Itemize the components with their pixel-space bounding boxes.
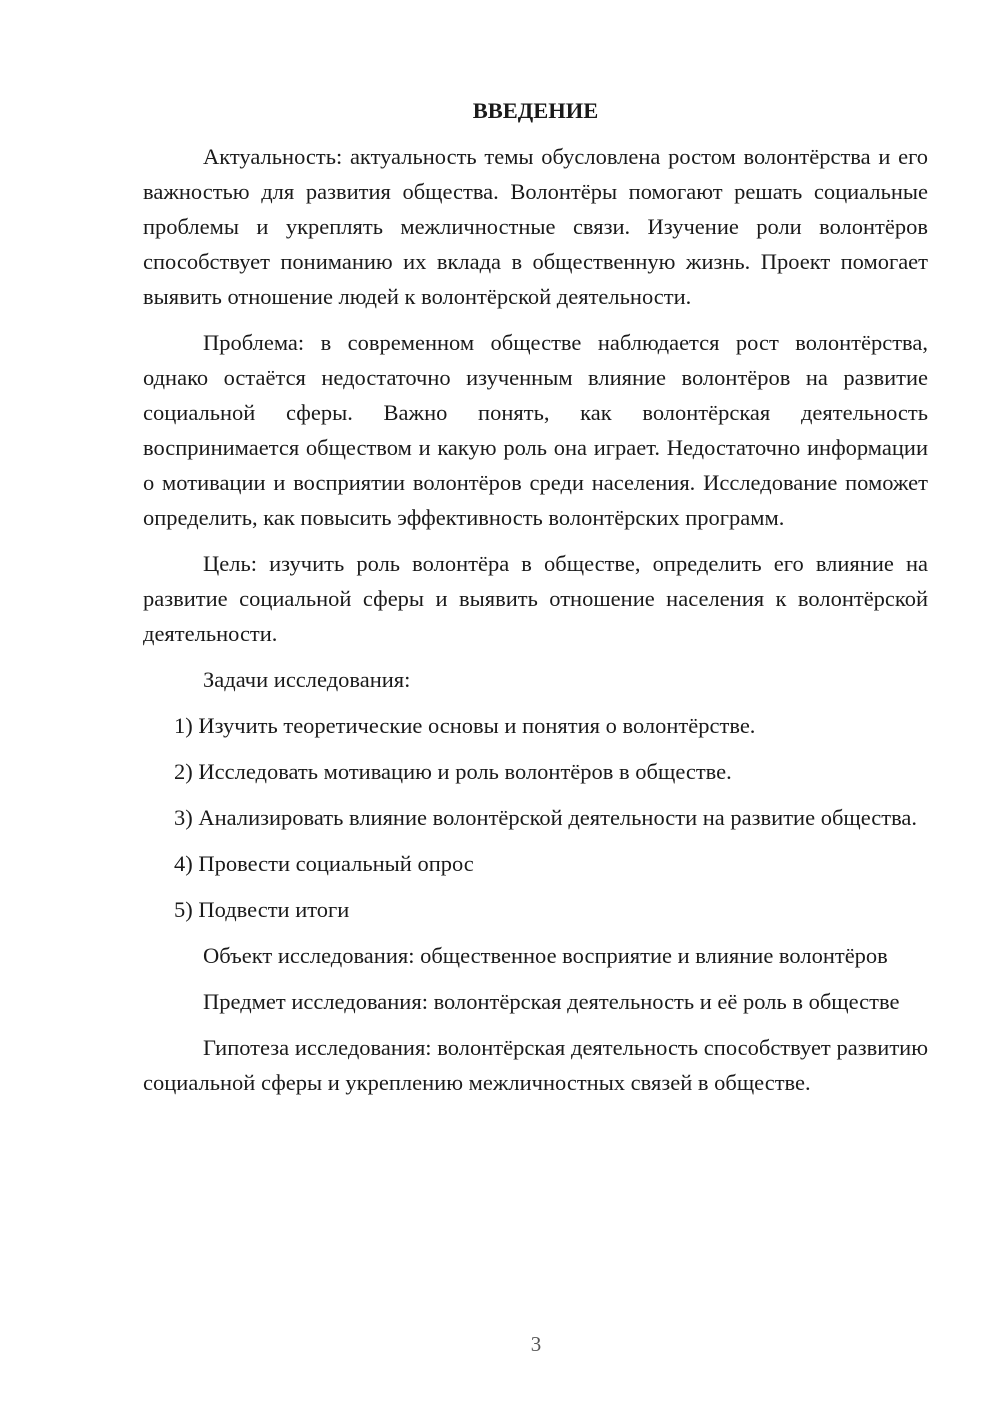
- problem-paragraph: Проблема: в современном обществе наблюдается рост волонтёрства, однако остаётся недостаточно изученным влияние волонтёров на развитие социальной сферы. Важно понять, как волонтёрская деятельность воспринимается обществом и какую роль она играет. Недостаточно информации о мотивации и восприятии волонтёров среди населения. Исследование поможет определить, как повысить эффективность волонтёрских программ.: [143, 330, 928, 530]
- tasks-title: Задачи исследования:: [203, 667, 411, 692]
- goal-paragraph: Цель: изучить роль волонтёра в обществе, определить его влияние на развитие социальной сферы и выявить отношение населения к волонтёрской деятельности.: [143, 551, 928, 646]
- relevance-paragraph: Актуальность: актуальность темы обусловлена ростом волонтёрства и его важностью для развития общества. Волонтёры помогают решать социальные проблемы и укреплять межличностные связи. Изучение роли волонтёров способствует пониманию их вклада в общественную жизнь. Проект помогает выявить отношение людей к волонтёрской деятельности.: [143, 144, 928, 309]
- object-paragraph: Объект исследования: общественное восприятие и влияние волонтёров: [203, 943, 888, 968]
- task-item: 5) Подвести итоги: [174, 897, 350, 922]
- page-number: 3: [530, 1332, 542, 1356]
- task-item: 1) Изучить теоретические основы и понятия о волонтёрстве.: [174, 713, 756, 738]
- task-item: 4) Провести социальный опрос: [174, 851, 474, 876]
- hypothesis-paragraph: Гипотеза исследования: волонтёрская деятельность способствует развитию социальной сферы и укреплению межличностных связей в обществе.: [143, 1035, 928, 1095]
- task-item: 3) Анализировать влияние волонтёрской деятельности на развитие общества.: [174, 805, 918, 830]
- subject-paragraph: Предмет исследования: волонтёрская деятельность и её роль в обществе: [203, 989, 900, 1014]
- page-content: [143, 93, 928, 1111]
- task-item: 2) Исследовать мотивацию и роль волонтёров в обществе.: [174, 759, 732, 784]
- page-title: ВВЕДЕНИЕ: [472, 98, 599, 123]
